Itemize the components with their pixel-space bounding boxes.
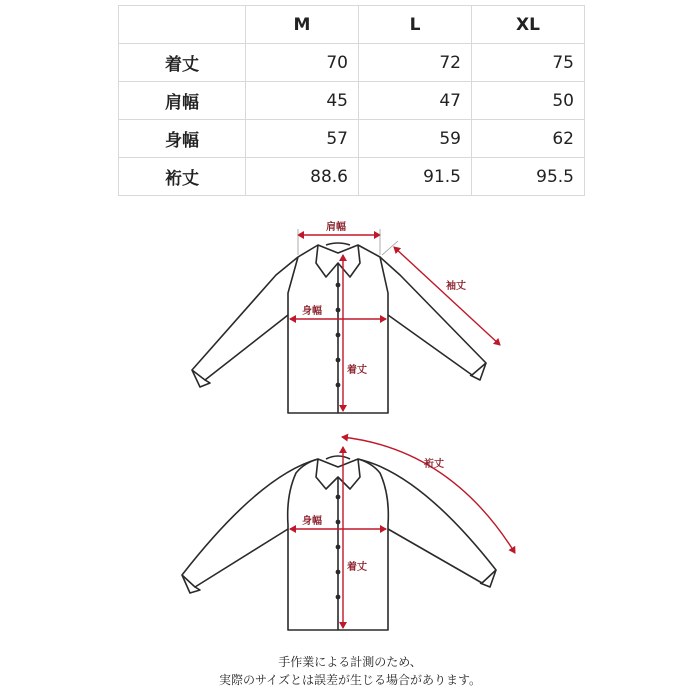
table-cell: 70 [246, 44, 359, 82]
table-row [119, 158, 585, 196]
header-empty-cell [119, 6, 246, 44]
sleeve-label: 袖丈 [446, 281, 466, 292]
raglan-sleeve-shirt-diagram [0, 425, 700, 640]
body-width-label: 身幅 [302, 306, 322, 317]
header-size-l: L [359, 6, 472, 44]
row-label: 身幅 [119, 120, 246, 158]
row-label: 肩幅 [119, 82, 246, 120]
table-cell: 59 [359, 120, 472, 158]
shirt-outline-2 [182, 456, 496, 630]
yuki-label: 裄丈 [424, 459, 444, 470]
shoulder-label: 肩幅 [326, 222, 346, 233]
table-cell: 88.6 [246, 158, 359, 196]
row-label: 裄丈 [119, 158, 246, 196]
table-cell: 47 [359, 82, 472, 120]
set-in-sleeve-shirt-diagram [0, 215, 700, 420]
row-label: 着丈 [119, 44, 246, 82]
header-size-xl: XL [472, 6, 585, 44]
length-label: 着丈 [347, 365, 367, 376]
table-header-row [119, 6, 585, 44]
body-width-label-2: 身幅 [302, 516, 322, 527]
table-row [119, 44, 585, 82]
measurement-note-line1: 手作業による計測のため、 [278, 655, 422, 669]
length-label-2: 着丈 [347, 562, 367, 573]
table-cell: 95.5 [472, 158, 585, 196]
table-cell: 75 [472, 44, 585, 82]
shirt-outline-1 [192, 243, 486, 413]
table-cell: 62 [472, 120, 585, 158]
table-cell: 91.5 [359, 158, 472, 196]
yuki-measure-line [342, 437, 515, 553]
table-row [119, 120, 585, 158]
measurement-note-line2: 実際のサイズとは誤差が生じる場合があります。 [218, 673, 482, 687]
table-cell: 50 [472, 82, 585, 120]
table-cell: 72 [359, 44, 472, 82]
table-cell: 45 [246, 82, 359, 120]
table-row [119, 82, 585, 120]
table-cell: 57 [246, 120, 359, 158]
size-table [118, 5, 585, 196]
header-size-m: M [246, 6, 359, 44]
